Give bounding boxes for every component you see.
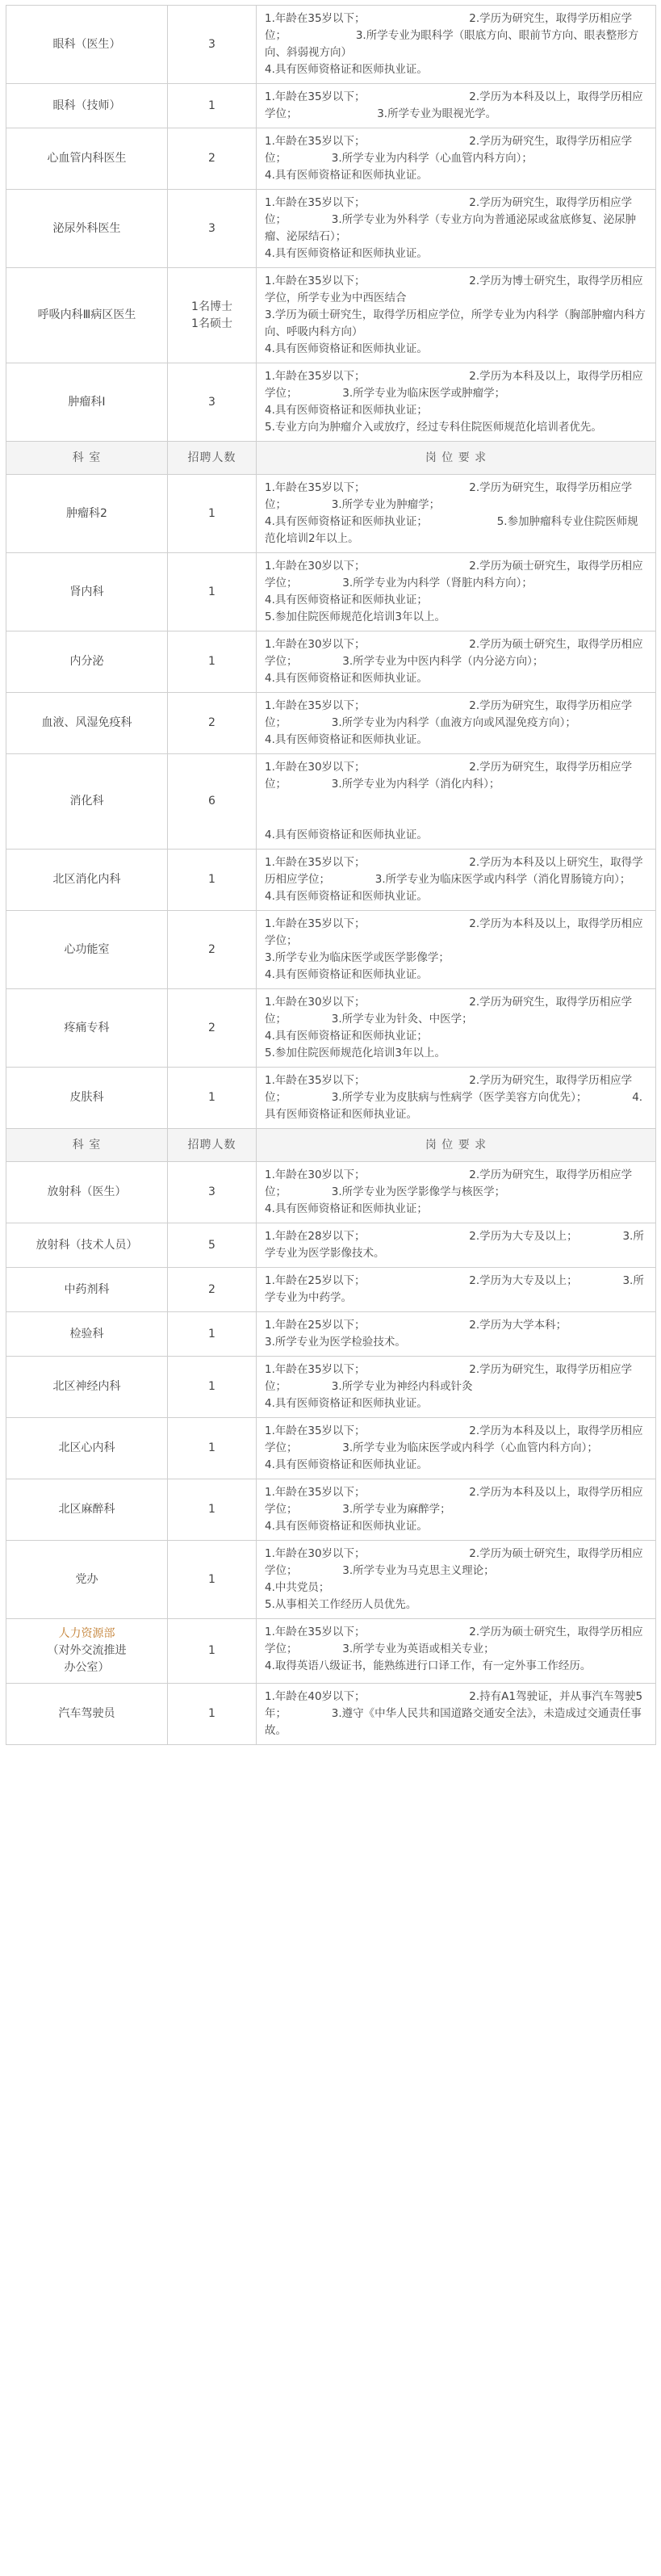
- dept-cell: [6, 1619, 168, 1684]
- requirement-line: 4.中共党员；: [265, 1581, 330, 1594]
- table-row: [6, 850, 656, 911]
- requirements-cell: [257, 754, 656, 850]
- table-row: [6, 553, 656, 631]
- table-row: [6, 1357, 656, 1418]
- dept-cell: 呼吸内科Ⅲ病区医生: [6, 268, 168, 363]
- requirements-cell: [257, 128, 656, 190]
- dept-line: 人力资源部: [58, 1627, 115, 1640]
- requirement-line: 4.具有医师资格证和医师执业证。: [265, 169, 428, 182]
- table-row: [6, 1541, 656, 1619]
- dept-line: （对外交流推进: [47, 1644, 127, 1657]
- count-line: 1名博士: [191, 300, 232, 313]
- requirement-line: 1.年龄在30岁以下； 2.学历为硕士研究生，取得学历相应学位； 3.所学专业为中医内科学（内分泌方向）；: [265, 638, 643, 668]
- dept-cell: 肿瘤科Ⅰ: [6, 363, 168, 442]
- requirement-line: 1.年龄在35岁以下； 2.学历为本科及以上研究生，取得学历相应学位； 3.所学专业为临床医学或内科学（消化胃肠镜方向）；: [265, 856, 643, 886]
- requirements-cell: [257, 1619, 656, 1684]
- requirement-line: [265, 810, 649, 827]
- dept-cell: 放射科（技术人员）: [6, 1223, 168, 1268]
- requirement-line: 1.年龄在30岁以下； 2.学历为硕士研究生，取得学历相应学位； 3.所学专业为马克思主义理论；: [265, 1547, 643, 1577]
- dept-cell: 北区心内科: [6, 1418, 168, 1479]
- requirement-line: 4.具有医师资格证和医师执业证。: [265, 968, 428, 981]
- recruitment-table: [6, 5, 656, 1745]
- count-cell: 1: [168, 1684, 257, 1745]
- requirements-cell: [257, 911, 656, 989]
- table-row: [6, 754, 656, 850]
- count-cell: 3: [168, 1162, 257, 1223]
- count-cell: 1: [168, 1479, 257, 1541]
- table-row: [6, 190, 656, 268]
- dept-cell: 消化科: [6, 754, 168, 850]
- table-row: [6, 1418, 656, 1479]
- requirement-line: 5.专业方向为肿瘤介入或放疗，经过专科住院医师规范化培训者优先。: [265, 421, 602, 434]
- count-cell: 1: [168, 1619, 257, 1684]
- header-req: 岗 位 要 求: [257, 1129, 656, 1162]
- requirements-cell: [257, 6, 656, 84]
- requirement-line: 1.年龄在35岁以下； 2.学历为本科及以上，取得学历相应学位； 3.所学专业为临床医学或肿瘤学；: [265, 370, 643, 400]
- requirement-line: 1.年龄在40岁以下； 2.持有A1驾驶证，并从事汽车驾驶5年； 3.遵守《中华人民共和国道路交通安全法》，未造成过交通责任事故。: [265, 1690, 643, 1737]
- requirement-line: 1.年龄在35岁以下； 2.学历为研究生，取得学历相应学位； 3.所学专业为神经内科或针灸: [265, 1363, 633, 1393]
- header-dept: 科 室: [6, 442, 168, 475]
- count-cell: 1: [168, 475, 257, 553]
- count-cell: 1: [168, 1357, 257, 1418]
- requirements-cell: [257, 475, 656, 553]
- recruitment-table-container: [6, 5, 655, 1745]
- header-count: 招聘人数: [168, 442, 257, 475]
- dept-cell: 泌尿外科医生: [6, 190, 168, 268]
- requirement-line: 4.取得英语八级证书，能熟练进行口译工作，有一定外事工作经历。: [265, 1659, 592, 1672]
- header-count: 招聘人数: [168, 1129, 257, 1162]
- header-dept: 科 室: [6, 1129, 168, 1162]
- requirement-line: 1.年龄在35岁以下； 2.学历为研究生，取得学历相应学位； 3.所学专业为内科学（血液方向或风湿免疫方向）；: [265, 699, 633, 729]
- dept-line: 办公室）: [64, 1661, 110, 1674]
- dept-cell: 汽车驾驶员: [6, 1684, 168, 1745]
- table-row: [6, 6, 656, 84]
- requirement-line: 4.具有医师资格证和医师执业证。: [265, 63, 428, 76]
- requirement-line: 1.年龄在35岁以下； 2.学历为研究生，取得学历相应学位； 3.所学专业为外科学（专业方向为普通泌尿或盆底修复、泌尿肿瘤、泌尿结石）；: [265, 196, 637, 243]
- count-cell: 1: [168, 1068, 257, 1129]
- count-line: 1名硕士: [191, 317, 232, 330]
- requirement-line: 1.年龄在30岁以下； 2.学历为研究生，取得学历相应学位； 3.所学专业为内科学（消化内科）；: [265, 761, 633, 791]
- table-row: [6, 268, 656, 363]
- table-row: [6, 1684, 656, 1745]
- count-cell: 3: [168, 363, 257, 442]
- dept-cell: 北区消化内科: [6, 850, 168, 911]
- dept-cell: 疼痛专科: [6, 989, 168, 1068]
- requirements-cell: [257, 1312, 656, 1357]
- count-cell: 3: [168, 6, 257, 84]
- requirement-line: 5.参加住院医师规范化培训3年以上。: [265, 1047, 446, 1059]
- requirement-line: 1.年龄在35岁以下； 2.学历为博士研究生，取得学历相应学位，所学专业为中西医结合: [265, 275, 643, 304]
- dept-cell: 中药剂科: [6, 1268, 168, 1312]
- requirements-cell: [257, 850, 656, 911]
- requirement-line: 3.学历为硕士研究生，取得学历相应学位，所学专业为内科学（胸部肿瘤内科方向、呼吸内科方向）: [265, 308, 646, 338]
- requirement-line: 4.具有医师资格证和医师执业证。: [265, 247, 428, 260]
- requirement-line: 1.年龄在35岁以下； 2.学历为研究生，取得学历相应学位； 3.所学专业为皮肤病与性病学（医学美容方向优先）； 4.具有医师资格证和医师执业证。: [265, 1074, 643, 1121]
- requirement-line: 3.所学专业为医学检验技术。: [265, 1336, 406, 1349]
- table-row: [6, 989, 656, 1068]
- dept-cell: 北区神经内科: [6, 1357, 168, 1418]
- table-row: [6, 1068, 656, 1129]
- requirement-line: 1.年龄在35岁以下； 2.学历为研究生，取得学历相应学位； 3.所学专业为肿瘤学；: [265, 481, 633, 511]
- table-row: [6, 1162, 656, 1223]
- header-req: 岗 位 要 求: [257, 442, 656, 475]
- count-cell: 1: [168, 850, 257, 911]
- count-cell: 1: [168, 553, 257, 631]
- table-row: [6, 84, 656, 128]
- requirement-line: 1.年龄在35岁以下； 2.学历为本科及以上，取得学历相应学位；: [265, 917, 643, 947]
- requirement-line: 1.年龄在35岁以下； 2.学历为研究生，取得学历相应学位； 3.所学专业为眼科学（眼底方向、眼前节方向、眼表整形方向、斜弱视方向）: [265, 12, 639, 59]
- requirements-cell: [257, 1357, 656, 1418]
- requirements-cell: [257, 1068, 656, 1129]
- count-cell: 2: [168, 1268, 257, 1312]
- table-row: [6, 693, 656, 754]
- requirement-line: 1.年龄在35岁以下； 2.学历为研究生，取得学历相应学位； 3.所学专业为内科学（心血管内科方向）；: [265, 135, 633, 165]
- dept-cell: 放射科（医生）: [6, 1162, 168, 1223]
- count-cell: 1: [168, 84, 257, 128]
- requirement-line: 5.从事相关工作经历人员优先。: [265, 1598, 417, 1611]
- requirement-line: 4.具有医师资格证和医师执业证。: [265, 342, 428, 355]
- requirements-cell: [257, 989, 656, 1068]
- count-cell: 2: [168, 911, 257, 989]
- count-cell: 5: [168, 1223, 257, 1268]
- requirement-line: 1.年龄在35岁以下； 2.学历为本科及以上，取得学历相应学位； 3.所学专业为麻醉学；: [265, 1486, 643, 1516]
- requirements-cell: [257, 1479, 656, 1541]
- requirement-line: 4.具有医师资格证和医师执业证；: [265, 1030, 428, 1043]
- count-cell: 2: [168, 693, 257, 754]
- dept-cell: 检验科: [6, 1312, 168, 1357]
- count-cell: 1: [168, 1312, 257, 1357]
- requirements-cell: [257, 1268, 656, 1312]
- requirement-line: 4.具有医师资格证和医师执业证。: [265, 890, 428, 903]
- count-cell: 1: [168, 631, 257, 693]
- requirements-cell: [257, 84, 656, 128]
- requirements-cell: [257, 363, 656, 442]
- count-cell: [168, 268, 257, 363]
- count-cell: 1: [168, 1418, 257, 1479]
- requirement-line: 1.年龄在30岁以下； 2.学历为研究生，取得学历相应学位； 3.所学专业为医学影像学与核医学；: [265, 1168, 633, 1198]
- requirements-cell: [257, 631, 656, 693]
- table-header-row: [6, 442, 656, 475]
- requirement-line: 1.年龄在30岁以下； 2.学历为研究生，取得学历相应学位； 3.所学专业为针灸、中医学；: [265, 996, 633, 1026]
- dept-cell: 血液、风湿免疫科: [6, 693, 168, 754]
- count-cell: 1: [168, 1541, 257, 1619]
- requirement-line: 1.年龄在35岁以下； 2.学历为硕士研究生，取得学历相应学位； 3.所学专业为英语或相关专业；: [265, 1626, 643, 1655]
- table-row: [6, 631, 656, 693]
- requirements-cell: [257, 693, 656, 754]
- requirements-cell: [257, 190, 656, 268]
- table-row: [6, 1312, 656, 1357]
- table-row: [6, 475, 656, 553]
- table-row: [6, 911, 656, 989]
- requirement-line: 1.年龄在35岁以下； 2.学历为本科及以上，取得学历相应学位； 3.所学专业为临床医学或内科学（心血管内科方向）； 4.具有医师资格证和医师执业证。: [265, 1424, 643, 1471]
- count-cell: 2: [168, 128, 257, 190]
- requirement-line: 4.具有医师资格证和医师执业证。: [265, 733, 428, 746]
- count-cell: 3: [168, 190, 257, 268]
- dept-cell: 肿瘤科2: [6, 475, 168, 553]
- requirement-line: 1.年龄在25岁以下； 2.学历为大专及以上； 3.所学专业为中药学。: [265, 1274, 644, 1304]
- requirement-line: 4.具有医师资格证和医师执业证； 5.参加肿瘤科专业住院医师规范化培训2年以上。: [265, 515, 638, 545]
- requirement-line: 1.年龄在25岁以下； 2.学历为大学本科；: [265, 1319, 567, 1332]
- table-row: [6, 1223, 656, 1268]
- requirements-cell: [257, 268, 656, 363]
- dept-cell: 北区麻醉科: [6, 1479, 168, 1541]
- requirements-cell: [257, 1223, 656, 1268]
- requirements-cell: [257, 1162, 656, 1223]
- table-row: [6, 1479, 656, 1541]
- requirement-line: 4.具有医师资格证和医师执业证。: [265, 672, 428, 685]
- table-row: [6, 1268, 656, 1312]
- requirement-line: 4.具有医师资格证和医师执业证。: [265, 829, 428, 841]
- requirement-line: 4.具有医师资格证和医师执业证。: [265, 1520, 428, 1533]
- requirement-line: 3.所学专业为临床医学或医学影像学；: [265, 951, 450, 964]
- count-cell: 6: [168, 754, 257, 850]
- requirement-line: [265, 793, 649, 810]
- dept-cell: 心血管内科医生: [6, 128, 168, 190]
- dept-cell: 心功能室: [6, 911, 168, 989]
- requirement-line: 4.具有医师资格证和医师执业证。: [265, 1397, 428, 1410]
- table-header-row: [6, 1129, 656, 1162]
- requirement-line: 1.年龄在30岁以下； 2.学历为硕士研究生，取得学历相应学位； 3.所学专业为内科学（肾脏内科方向）；: [265, 560, 643, 589]
- dept-cell: 内分泌: [6, 631, 168, 693]
- dept-cell: 眼科（技师）: [6, 84, 168, 128]
- dept-cell: 党办: [6, 1541, 168, 1619]
- requirement-line: 4.具有医师资格证和医师执业证；: [265, 594, 428, 606]
- requirement-line: 4.具有医师资格证和医师执业证；: [265, 404, 428, 417]
- dept-cell: 皮肤科: [6, 1068, 168, 1129]
- dept-cell: 肾内科: [6, 553, 168, 631]
- requirement-line: 1.年龄在35岁以下； 2.学历为本科及以上，取得学历相应学位； 3.所学专业为眼视光学。: [265, 90, 643, 120]
- requirements-cell: [257, 1418, 656, 1479]
- table-row: [6, 363, 656, 442]
- dept-cell: 眼科（医生）: [6, 6, 168, 84]
- table-row: [6, 128, 656, 190]
- requirement-line: 5.参加住院医师规范化培训3年以上。: [265, 610, 446, 623]
- requirements-cell: [257, 1684, 656, 1745]
- requirements-cell: [257, 1541, 656, 1619]
- count-cell: 2: [168, 989, 257, 1068]
- requirements-cell: [257, 553, 656, 631]
- requirement-line: 1.年龄在28岁以下； 2.学历为大专及以上； 3.所学专业为医学影像技术。: [265, 1230, 644, 1260]
- requirement-line: 4.具有医师资格证和医师执业证；: [265, 1202, 428, 1215]
- table-row: [6, 1619, 656, 1684]
